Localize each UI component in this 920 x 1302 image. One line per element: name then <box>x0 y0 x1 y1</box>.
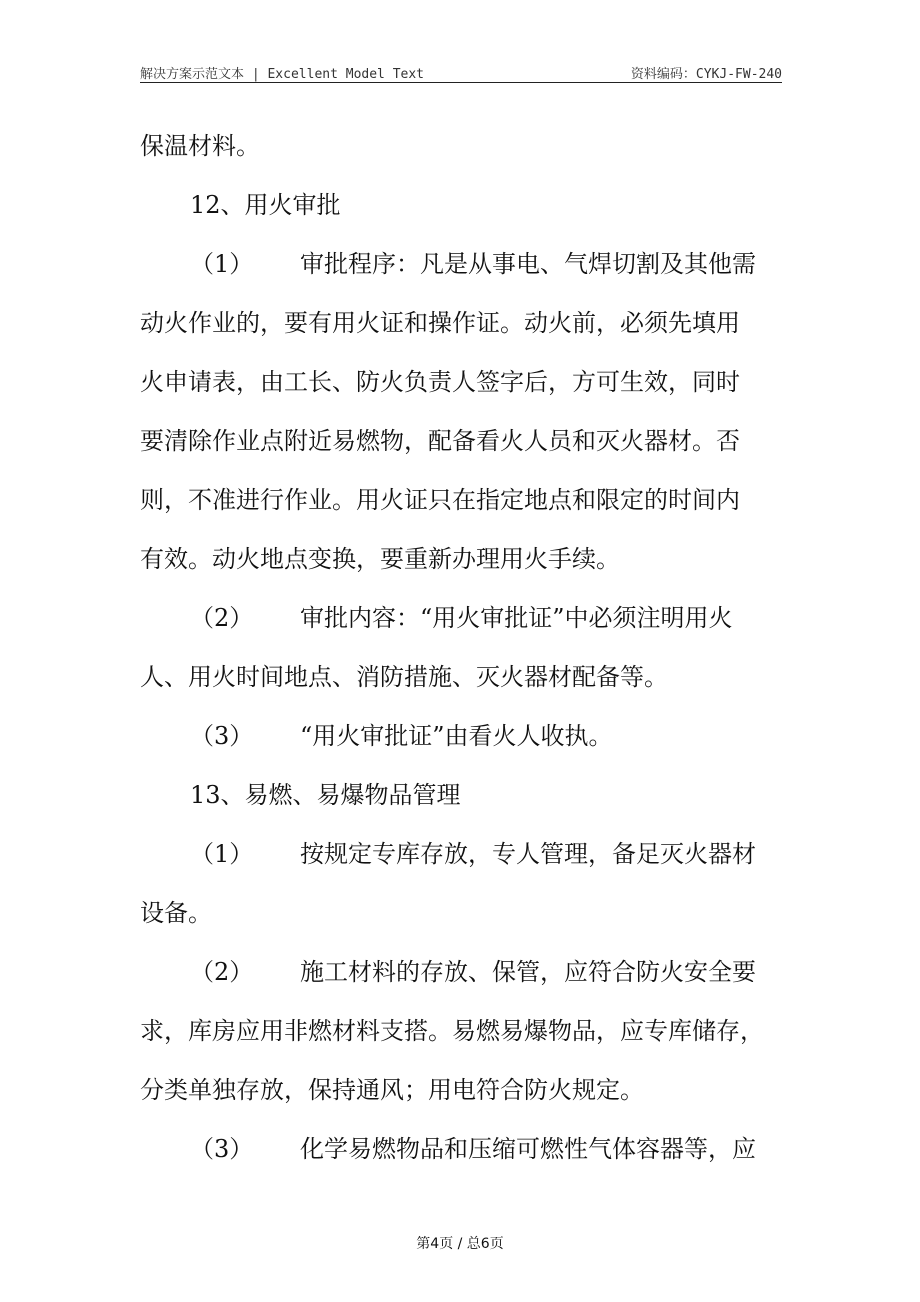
body-line: 火申请表，由工长、防火负责人签字后，方可生效，同时 <box>140 368 740 396</box>
page-footer <box>0 1233 920 1253</box>
body-line: 要清除作业点附近易燃物，配备看火人员和灭火器材。否 <box>140 427 740 455</box>
header-doc-code: 资料编码：CYKJ-FW-240 <box>630 67 782 82</box>
body-line: 设备。 <box>140 899 212 927</box>
list-item-text: 化学易燃物品和压缩可燃性气体容器等，应 <box>300 1135 756 1163</box>
list-number: （1） <box>190 840 254 868</box>
page-header <box>140 60 782 83</box>
list-item-text: 按规定专库存放，专人管理，备足灭火器材 <box>300 840 756 868</box>
list-item-text: 审批程序：凡是从事电、气焊切割及其他需 <box>300 250 756 278</box>
body-line: 有效。动火地点变换，要重新办理用火手续。 <box>140 545 620 573</box>
list-number: （2） <box>190 958 254 986</box>
list-item-text: “用火审批证”由看火人收执。 <box>300 722 613 750</box>
list-item <box>140 707 782 766</box>
list-number: （3） <box>190 722 254 750</box>
list-item <box>140 943 782 1002</box>
body-line: 人、用火时间地点、消防措施、灭火器材配备等。 <box>140 663 668 691</box>
list-item-text: 施工材料的存放、保管，应符合防火安全要 <box>300 958 756 986</box>
body-line: 求，库房应用非燃材料支搭。易燃易爆物品，应专库储存， <box>140 1017 764 1045</box>
list-item <box>140 825 782 884</box>
list-item <box>140 235 782 294</box>
list-item <box>140 589 782 648</box>
body-line: 分类单独存放，保持通风；用电符合防火规定。 <box>140 1076 644 1104</box>
document-body <box>140 117 782 1179</box>
header-doc-title: 解决方案示范文本 | Excellent Model Text <box>140 67 425 82</box>
body-line: 则，不准进行作业。用火证只在指定地点和限定的时间内 <box>140 486 740 514</box>
page-number: 第4页 / 总6页 <box>416 1236 504 1252</box>
section-heading: 12、用火审批 <box>190 191 341 219</box>
list-item-text: 审批内容：“用火审批证”中必须注明用火 <box>300 604 733 632</box>
list-item <box>140 1120 782 1179</box>
section-heading: 13、易燃、易爆物品管理 <box>190 781 461 809</box>
list-number: （3） <box>190 1135 254 1163</box>
body-line: 保温材料。 <box>140 132 260 160</box>
list-number: （2） <box>190 604 254 632</box>
list-number: （1） <box>190 250 254 278</box>
body-line: 动火作业的，要有用火证和操作证。动火前，必须先填用 <box>140 309 740 337</box>
